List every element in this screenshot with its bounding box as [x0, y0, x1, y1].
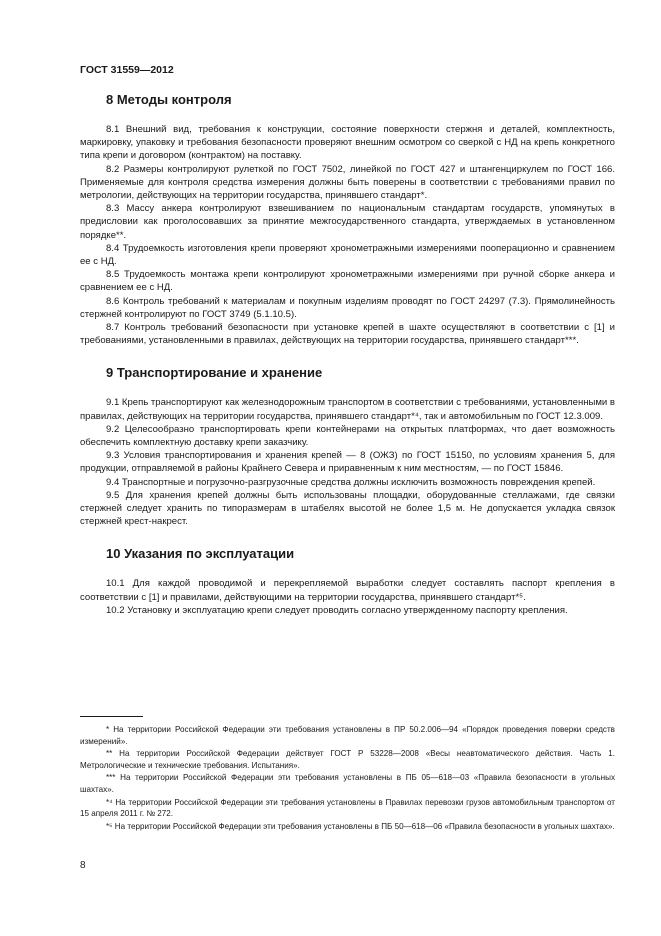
footnotes [80, 716, 615, 833]
paragraph: 8.7 Контроль требований безопасности при установке крепей в шахте осуществляют в соответствии с [1] и требованиями, установленными в правилах, действующих на территории государства, принявшего стандарт***. [80, 322, 615, 347]
paragraph: 10.1 Для каждой проводимой и перекрепляемой выработки следует составлять паспорт крепления в соответствии с [1] и правилами, действующими на территории государства, принявшего стандарт*⁵. [80, 578, 615, 603]
paragraph: 8.5 Трудоемкость монтажа крепи контролируют хронометражными измерениями при ручной сборке анкера и сравнением ее с НД. [80, 269, 615, 294]
footnote: *⁴ На территории Российской Федерации эти требования установлены в Правилах перевозки грузов автомобильным транспортом от 15 апреля 2011 г. № 272. [80, 797, 615, 819]
footnote: ** На территории Российской Федерации действует ГОСТ Р 53228—2008 «Весы неавтоматического действия. Часть 1. Метрологические и технические требования. Испытания». [80, 749, 615, 770]
paragraph: 8.3 Массу анкера контролируют взвешиванием по национальным стандартам государств, упомянутых в предисловии как проголосовавших за принятие межгосударственного стандарта, утверждаемых в установленном порядке**. [80, 203, 615, 241]
paragraph: 9.4 Транспортные и погрузочно-разгрузочные средства должны исключить возможность повреждения крепей. [106, 476, 596, 488]
paragraph: 8.4 Трудоемкость изготовления крепи проверяют хронометражными измерениями пооперационно и сравнением ее с НД. [80, 242, 615, 268]
paragraph: 9.2 Целесообразно транспортировать крепи контейнерами на открытых платформах, что дает возможность обеспечить комплектную доставку крепи заказчику. [80, 423, 615, 449]
section-title: 8 Методы контроля [106, 92, 232, 107]
footnote: *** На территории Российской Федерации эти требования установлены в ПБ 05—618—03 «Правила безопасности в угольных шахтах». [80, 773, 615, 794]
paragraph: 9.5 Для хранения крепей должны быть использованы площадки, оборудованные стеллажами, где связки стержней следует хранить по типоразмерам в штабелях высотой не более 1,5 м. Не допускается укладка связок стержней крест-накрест. [80, 489, 615, 528]
section-operation [80, 546, 615, 617]
paragraph: 9.1 Крепь транспортируют как железнодорожным транспортом в соответствии с требованиями, установленными в правилах, действующих на территории государства, принявшего стандарт*⁴, так и автомобильным по ГОСТ 12.3.009. [80, 397, 615, 422]
section-transport-storage [80, 365, 615, 528]
paragraph: 8.1 Внешний вид, требования к конструкции, состояние поверхности стержня и деталей, комплектность, маркировку, упаковку и требования безопасности проверяют внешним осмотром со сверкой с НД на крепь конкретного типа крепи и договором (контрактом) на поставку. [80, 124, 615, 162]
page-number: 8 [80, 860, 86, 871]
document-body [80, 92, 615, 635]
paragraph: 8.2 Размеры контролируют рулеткой по ГОСТ 7502, линейкой по ГОСТ 427 и штангенциркулем по ГОСТ 166. Применяемые для контроля средства измерения должны быть поверены в соответствии с требованиями правил по метрологии, действующих на территории государства, принявшего стандарт*. [80, 163, 615, 202]
section-title: 9 Транспортирование и хранение [106, 365, 323, 381]
document-code: ГОСТ 31559—2012 [80, 64, 174, 76]
footnote-divider [80, 716, 143, 717]
footnote: * На территории Российской Федерации эти требования установлены в ПР 50.2.006—94 «Порядок проведения поверки средств измерений». [80, 725, 615, 746]
section-title: 10 Указания по эксплуатации [106, 546, 295, 562]
section-methods [80, 92, 615, 347]
footnote: *⁵ На территории Российской Федерации эти требования установлены в ПБ 50—618—06 «Правила безопасности в угольных шахтах». [106, 821, 615, 831]
paragraph: 9.3 Условия транспортирования и хранения крепей — 8 (ОЖЗ) по ГОСТ 15150, по условиям хранения 5, для продукции, отправляемой в районы Крайнего Севера и приравненным к ним местностям, — по ГОСТ 15846. [80, 450, 615, 475]
paragraph: 10.2 Установку и эксплуатацию крепи следует проводить согласно утвержденному паспорту крепления. [106, 604, 568, 616]
paragraph: 8.6 Контроль требований к материалам и покупным изделиям проводят по ГОСТ 24297 (7.3). Прямолинейность стержней контролируют по ГОСТ 3749 (5.1.10.5). [80, 295, 615, 320]
